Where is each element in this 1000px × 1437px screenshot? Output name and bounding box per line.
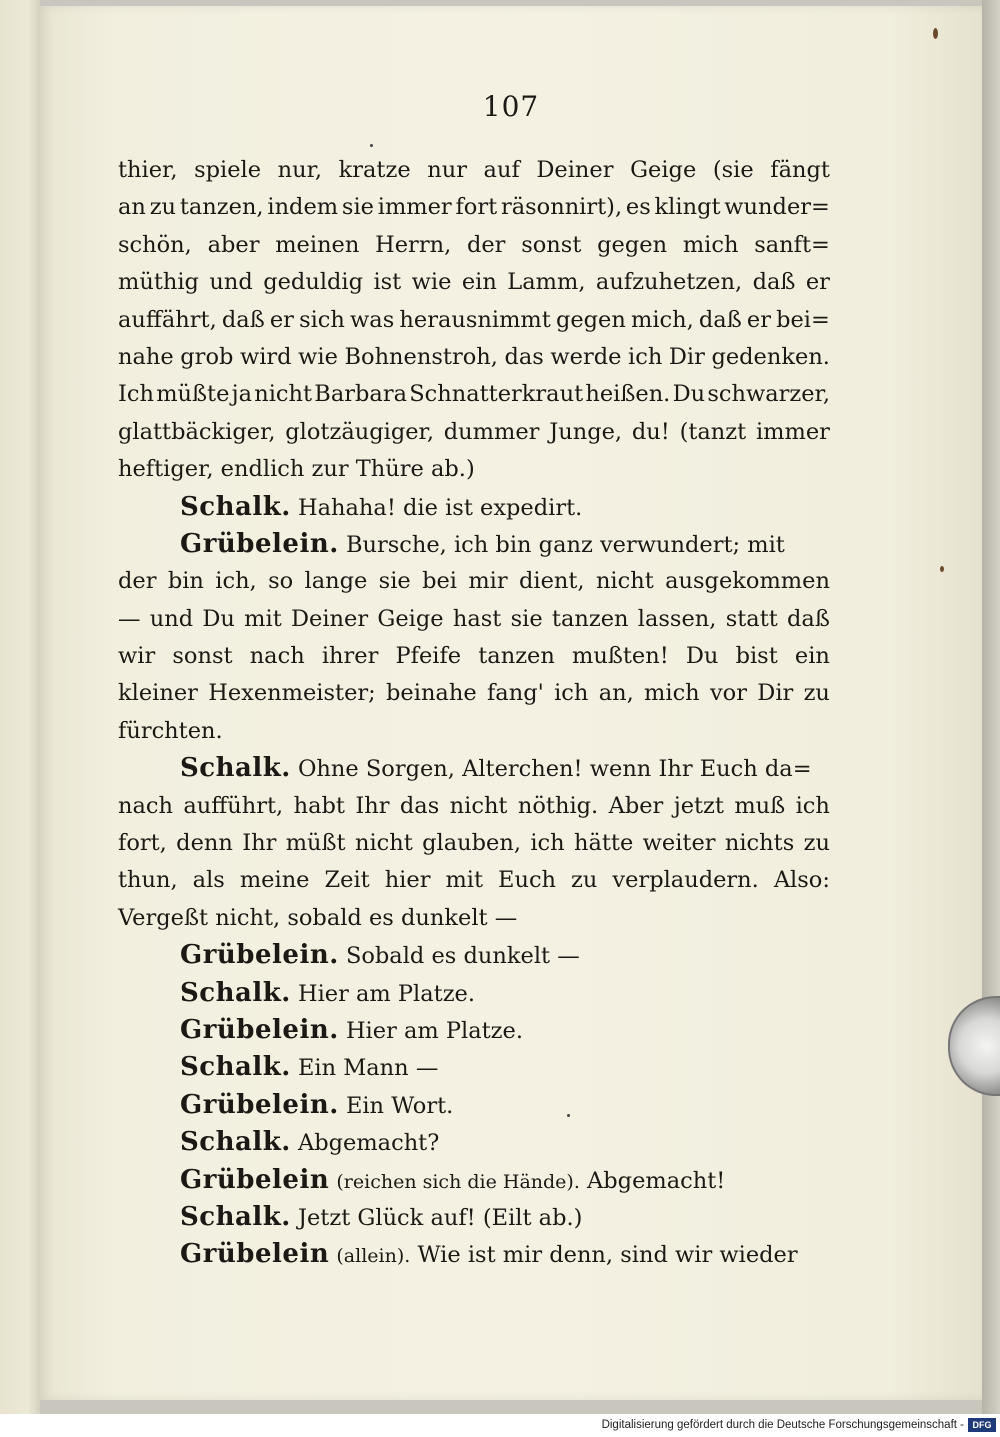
dialogue-text: Ohne Sorgen, Alterchen! wenn Ihr Euch da= [297, 756, 812, 783]
dialogue-text: Bursche, ich bin ganz verwundert; mit [345, 531, 785, 558]
speaker-name: Schalk. [180, 753, 291, 784]
dialogue-line [118, 1124, 830, 1161]
speaker-name: Grübelein. [180, 1089, 339, 1120]
speaker-name: Grübelein [180, 1239, 330, 1270]
text-line: thier, spiele nur, kratze nur auf Deiner Geige (sie fängt [118, 157, 830, 183]
text-line: heftiger, endlich zur Thüre ab.) [118, 456, 475, 483]
speaker-name: Schalk. [180, 1052, 291, 1083]
dialogue-line [118, 975, 830, 1012]
paper-speck [370, 144, 373, 147]
text-line: kleiner Hexenmeister; beinahe fang' ich an, mich vor Dir zu [118, 680, 830, 707]
dialogue-line [118, 1087, 830, 1124]
speaker-name: Grübelein. [180, 1014, 339, 1045]
speaker-name: Schalk. [180, 977, 291, 1008]
text-line: müthig und geduldig ist wie ein Lamm, aufzuhetzen, daß er [118, 269, 830, 296]
book-page [40, 6, 982, 1400]
dialogue-text: Hahaha! die ist expedirt. [297, 494, 583, 521]
dialogue-line [118, 1199, 830, 1236]
dialogue-text: Ein Wort. [345, 1092, 454, 1119]
dialogue-line [118, 750, 830, 787]
text-line: auffährt, daß er sich was herausnimmt gegen mich, daß er bei= [118, 306, 830, 333]
speaker-name: Schalk. [180, 491, 291, 522]
text-line: an zu tanzen, indem sie immer fort räsonnirt), es klingt wunder= [118, 194, 830, 221]
footer-bar [0, 1414, 1000, 1437]
stage-direction: (allein). [336, 1245, 411, 1268]
page-number: 107 [482, 90, 540, 123]
text-line: wir sonst nach ihrer Pfeife tanzen mußten! Du bist ein [118, 643, 830, 670]
dialogue-line [118, 489, 830, 526]
dfg-logo: DFG [968, 1418, 996, 1432]
right-page-edge [982, 0, 1000, 1414]
text-line: — und Du mit Deiner Geige hast sie tanzen lassen, statt daß [118, 605, 830, 632]
dialogue-text: Abgemacht! [587, 1167, 726, 1194]
paper-speck [567, 1114, 570, 1117]
speaker-name: Schalk. [180, 1127, 291, 1158]
dialogue-line [118, 1236, 830, 1273]
dialogue-text: Abgemacht? [297, 1130, 440, 1157]
stage-direction: (reichen sich die Hände). [336, 1170, 580, 1193]
speaker-name: Grübelein. [180, 528, 339, 559]
dialogue-text: Wie ist mir denn, sind wir wieder [417, 1242, 798, 1269]
dialogue-line [118, 1012, 830, 1049]
text-line: nahe grob wird wie Bohnenstroh, das werde ich Dir gedenken. [118, 343, 830, 370]
text-line: thun, als meine Zeit hier mit Euch zu verplaudern. Also: [118, 867, 830, 894]
footer-credit: Digitalisierung gefördert durch die Deutsche Forschungsgemeinschaft - [601, 1419, 964, 1431]
speaker-name: Grübelein [180, 1164, 330, 1195]
paper-speck [940, 566, 944, 572]
text-line: der bin ich, so lange sie bei mir dient, nicht ausgekommen [118, 568, 830, 595]
dialogue-text: Ein Mann — [297, 1055, 439, 1082]
dialogue-line [118, 1049, 830, 1086]
text-line: fürchten. [118, 717, 223, 744]
speaker-name: Schalk. [180, 1201, 291, 1232]
dialogue-line [118, 1162, 830, 1199]
speaker-name: Grübelein. [180, 940, 339, 971]
dialogue-text: Hier am Platze. [345, 1017, 523, 1044]
page-text [118, 152, 830, 1274]
text-line: nach aufführt, habt Ihr das nicht nöthig. Aber jetzt muß ich [118, 792, 830, 819]
text-line: schön, aber meinen Herrn, der sonst gegen mich sanft= [118, 231, 830, 258]
text-line: glattbäckiger, glotzäugiger, dummer Junge, du! (tanzt immer [118, 418, 830, 445]
text-line: Vergeßt nicht, sobald es dunkelt — [118, 904, 518, 931]
dialogue-text: Jetzt Glück auf! (Eilt ab.) [297, 1204, 583, 1231]
dialogue-text: Hier am Platze. [297, 980, 476, 1007]
dialogue-line [118, 937, 830, 974]
dialogue-text: Sobald es dunkelt — [345, 943, 580, 970]
text-line: fort, denn Ihr müßt nicht glauben, ich hätte weiter nichts zu [118, 830, 830, 857]
dialogue-line [118, 526, 830, 563]
text-line: Ich müßte ja nicht Barbara Schnatterkraut heißen. Du schwarzer, [118, 381, 830, 408]
left-page-edge [0, 0, 40, 1414]
paper-speck [933, 28, 938, 39]
